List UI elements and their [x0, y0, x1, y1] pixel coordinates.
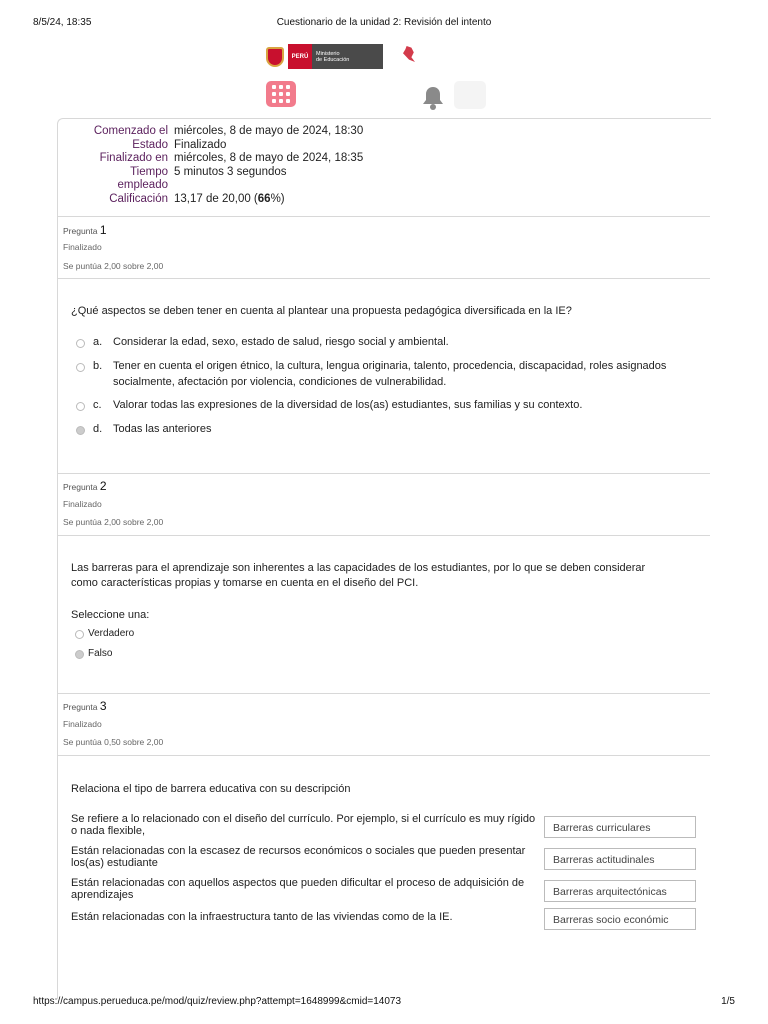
summary-value-finished: miércoles, 8 de mayo de 2024, 18:35 — [174, 152, 364, 164]
summary-value-started: miércoles, 8 de mayo de 2024, 18:30 — [174, 125, 364, 137]
summary-label-state: Estado — [132, 138, 168, 151]
question-number — [63, 699, 107, 713]
logo-country: PERÚ — [288, 44, 312, 69]
print-page-number: 1/5 — [721, 996, 735, 1007]
match-description-2: Están relacionadas con la escasez de recursos económicos o sociales que pueden presentar los(as) estudiante — [71, 845, 526, 869]
match-select-4[interactable]: Barreras socio económic — [544, 908, 696, 930]
question-1-option-b[interactable] — [76, 359, 696, 390]
radio-button-selected[interactable] — [75, 650, 84, 659]
logo-ministry-line2: de Educación — [316, 56, 350, 63]
question-1-info — [57, 216, 710, 279]
option-letter: a. — [93, 336, 103, 348]
match-select-1[interactable]: Barreras curriculares — [544, 816, 696, 838]
option-letter: b. — [93, 360, 103, 372]
question-number — [63, 223, 107, 237]
coat-of-arms-icon — [266, 47, 284, 67]
question-3-info — [57, 693, 710, 756]
summary-value-grade — [174, 193, 363, 207]
match-description-3: Están relacionadas con aquellos aspectos que pueden dificultar el proceso de adquisición de aprendizajes — [71, 877, 525, 901]
question-prefix: Pregunta — [63, 482, 98, 492]
question-1-option-c[interactable] — [76, 398, 696, 414]
bell-icon[interactable] — [421, 85, 445, 111]
summary-label-started: Comenzado el — [93, 125, 168, 137]
match-description-4: Están relacionadas con la infraestructura tanto de las viviendas como de la IE. — [71, 911, 453, 923]
question-prefix: Pregunta — [63, 226, 98, 236]
summary-label-finished: Finalizado en — [99, 152, 168, 164]
question-grade: Se puntúa 2,00 sobre 2,00 — [63, 517, 164, 527]
peru-map-icon — [403, 46, 415, 62]
question-status: Finalizado — [63, 242, 102, 252]
summary-value-state: Finalizado — [174, 138, 227, 151]
option-text: Tener en cuenta el origen étnico, la cultura, lengua originaria, talento, procedencia, discapacidad, roles asignados socialmente, afectación por violencia, condiciones de vulnerabilidad. — [113, 360, 667, 388]
question-1-option-d[interactable] — [76, 422, 696, 438]
option-letter: d. — [93, 423, 103, 435]
question-2-option-true[interactable] — [75, 626, 134, 642]
menu-icon[interactable] — [454, 81, 486, 109]
match-description-1: Se refiere a lo relacionado con el diseño del currículo. Por ejemplo, si el currículo es muy rígido o nada flexible, — [71, 813, 536, 837]
question-number-value: 1 — [99, 223, 107, 237]
option-text: Considerar la edad, sexo, estado de salud, riesgo social y ambiental. — [113, 336, 449, 348]
question-2-text: Las barreras para el aprendizaje son inherentes a las capacidades de los estudiantes, por lo que se deben considerar como características propias y tomarse en cuenta en el diseño del PCI. — [71, 562, 646, 589]
apps-grid-icon[interactable] — [266, 81, 296, 107]
question-number-value: 3 — [99, 699, 107, 713]
question-prefix: Pregunta — [63, 702, 98, 712]
match-select-3[interactable]: Barreras arquitectónicas — [544, 880, 696, 902]
radio-button-selected[interactable] — [76, 426, 85, 435]
question-status: Finalizado — [63, 719, 102, 729]
question-1-option-a[interactable] — [76, 335, 696, 351]
grade-end: %) — [270, 192, 285, 205]
print-url: https://campus.perueduca.pe/mod/quiz/review.php?attempt=1648999&cmid=14073 — [33, 996, 402, 1007]
question-number — [63, 479, 107, 493]
minedu-logo[interactable] — [266, 44, 383, 69]
option-text: Valorar todas las expresiones de la diversidad de los(as) estudiantes, sus familias y su contexto. — [113, 399, 583, 411]
option-text: Falso — [88, 648, 113, 659]
question-2-info — [57, 473, 710, 536]
question-grade: Se puntúa 2,00 sobre 2,00 — [63, 261, 164, 271]
option-text: Todas las anteriores — [113, 423, 212, 435]
summary-label-grade: Calificación — [109, 192, 168, 205]
radio-button[interactable] — [76, 363, 85, 372]
summary-value-time: 5 minutos 3 segundos — [174, 165, 287, 178]
print-datetime: 8/5/24, 18:35 — [33, 17, 92, 28]
radio-button[interactable] — [76, 402, 85, 411]
question-status: Finalizado — [63, 499, 102, 509]
logo-ministry-line1: Ministerio — [316, 50, 340, 57]
summary-labels — [58, 125, 168, 206]
question-2-option-false[interactable] — [75, 646, 112, 662]
grade-of: de 20,00 ( — [202, 192, 258, 205]
option-letter: c. — [93, 399, 102, 411]
grade-score: 13,17 — [174, 192, 203, 205]
summary-values — [174, 125, 363, 206]
grade-percent: 66 — [257, 192, 271, 205]
question-1-text: ¿Qué aspectos se deben tener en cuenta al plantear una propuesta pedagógica diversificada en la IE? — [71, 305, 572, 317]
match-select-2[interactable]: Barreras actitudinales — [544, 848, 696, 870]
question-number-value: 2 — [99, 479, 107, 493]
summary-label-time: Tiempo empleado — [117, 165, 168, 191]
radio-button[interactable] — [75, 630, 84, 639]
option-text: Verdadero — [88, 628, 135, 639]
logo-ministry — [312, 44, 383, 69]
radio-button[interactable] — [76, 339, 85, 348]
print-title: Cuestionario de la unidad 2: Revisión del intento — [276, 17, 492, 28]
question-3-text: Relaciona el tipo de barrera educativa con su descripción — [71, 783, 351, 795]
question-grade: Se puntúa 0,50 sobre 2,00 — [63, 737, 164, 747]
question-2-prompt: Seleccione una: — [71, 609, 150, 621]
